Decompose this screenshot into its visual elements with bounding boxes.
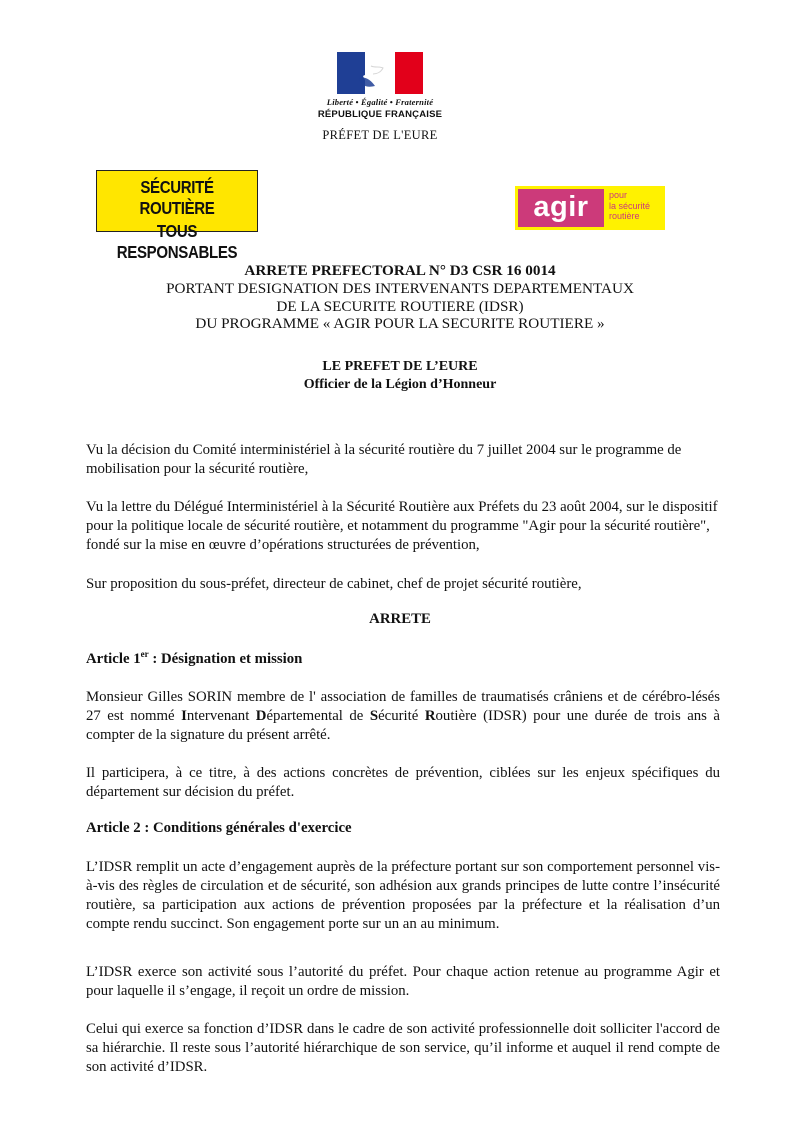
article1-heading	[86, 649, 720, 668]
article2-label: Article 2	[86, 820, 141, 836]
considerant-proposition: Sur proposition du sous-préfet, directeur de cabinet, chef de projet sécurité routière,	[86, 576, 582, 592]
article1-paragraph2: Il participera, à ce titre, à des actions concrètes de prévention, ciblées sur les enjeux spécifiques du département sur décision du préfet.	[86, 765, 720, 800]
considerant-vu1: Vu la décision du Comité interministériel à la sécurité routière du 7 juillet 2004 sur le programme de mobilisation pour la sécurité routière,	[86, 442, 682, 477]
arrete-heading: ARRETE	[369, 611, 431, 627]
securite-routiere-line1: SÉCURITÉ ROUTIÈRE	[139, 177, 215, 218]
republique-francaise-text: RÉPUBLIQUE FRANÇAISE	[317, 109, 443, 120]
title-line3: DE LA SECURITE ROUTIERE (IDSR)	[276, 297, 524, 315]
title-line4: DU PROGRAMME « AGIR POUR LA SECURITE ROUTIERE »	[195, 315, 605, 333]
motto-text: Liberté • Égalité • Fraternité	[326, 97, 434, 107]
article1-p1-d-rest: épartemental de	[266, 708, 370, 724]
article1-p1-s-rest: écurité	[378, 708, 425, 724]
prefet-header: PRÉFET DE L'EURE	[322, 128, 438, 142]
considerant-vu2: Vu la lettre du Délégué Interministériel à la Sécurité Routière aux Préfets du 23 août 2004, sur le dispositif pour la politique locale de sécurité routière, et notamment du programme "Agir pour la sécurité routière", fondé sur la mise en œuvre d’opérations structurées de prévention,	[86, 499, 718, 553]
securite-routiere-logo	[96, 170, 258, 262]
article1-p1-S: S	[369, 708, 379, 724]
article1-sup: er	[140, 649, 149, 659]
agir-word: agir	[518, 189, 604, 227]
article1-p1-R: R	[424, 708, 436, 724]
prefet-title: LE PREFET DE L’EURE	[322, 359, 478, 374]
marianne-logo	[300, 52, 460, 120]
arrete-number: ARRETE PREFECTORAL N° D3 CSR 16 0014	[244, 262, 556, 279]
article1-p1-end: outière (IDSR) pour une durée de trois ans à compter de la signature du présent arrêté.	[86, 708, 720, 743]
article2-heading	[86, 820, 720, 837]
article1-label: Article 1	[86, 650, 141, 667]
article1-p1-I: I	[181, 708, 187, 724]
prefet-block	[80, 358, 720, 394]
marianne-emblem-icon	[337, 52, 423, 94]
article2-title: : Conditions générales d'exercice	[140, 820, 352, 836]
agir-logo	[515, 186, 665, 230]
agir-tagline-line3: routière	[609, 211, 640, 221]
article2-paragraph2: L’IDSR exerce son activité sous l’autorité du préfet. Pour chaque action retenue au programme Agir et pour laquelle il s’engage, il reçoit un ordre de mission.	[86, 964, 720, 999]
article1-p1-start: Monsieur Gilles SORIN membre de l' association de familles de traumatisés crâniens et de cérébro-lésés 27 est nommé	[86, 689, 720, 724]
title-line2: PORTANT DESIGNATION DES INTERVENANTS DEPARTEMENTAUX	[166, 279, 634, 297]
article1-p1-D: D	[255, 708, 267, 724]
securite-routiere-line2: TOUS RESPONSABLES	[116, 221, 238, 262]
agir-tagline	[609, 190, 663, 222]
article2-paragraph1: L’IDSR remplit un acte d’engagement auprès de la préfecture portant sur son comportement personnel vis-à-vis des règles de circulation et de sécurité, son adhésion aux grands principes de lutte contre l’insécurité routière, sa participation aux actions de prévention proposées par la préfecture et la réalisation d’un compte rendu succinct. Son engagement porte sur un an au minimum.	[86, 859, 720, 932]
agir-tagline-line2: la sécurité	[609, 200, 651, 211]
article1-p1-i-rest: ntervenant	[186, 708, 256, 724]
prefet-honor: Officier de la Légion d’Honneur	[303, 377, 497, 392]
arrete-title	[80, 262, 720, 333]
agir-tagline-line1: pour	[609, 190, 628, 200]
article1-title: : Désignation et mission	[148, 650, 303, 667]
article2-paragraph3: Celui qui exerce sa fonction d’IDSR dans le cadre de son activité professionnelle doit solliciter l'accord de sa hiérarchie. Il reste sous l’autorité hiérarchique de son service, qu’il informe et auquel il rend compte de son activité d’IDSR.	[86, 1021, 720, 1075]
article1-paragraph1	[86, 688, 720, 745]
